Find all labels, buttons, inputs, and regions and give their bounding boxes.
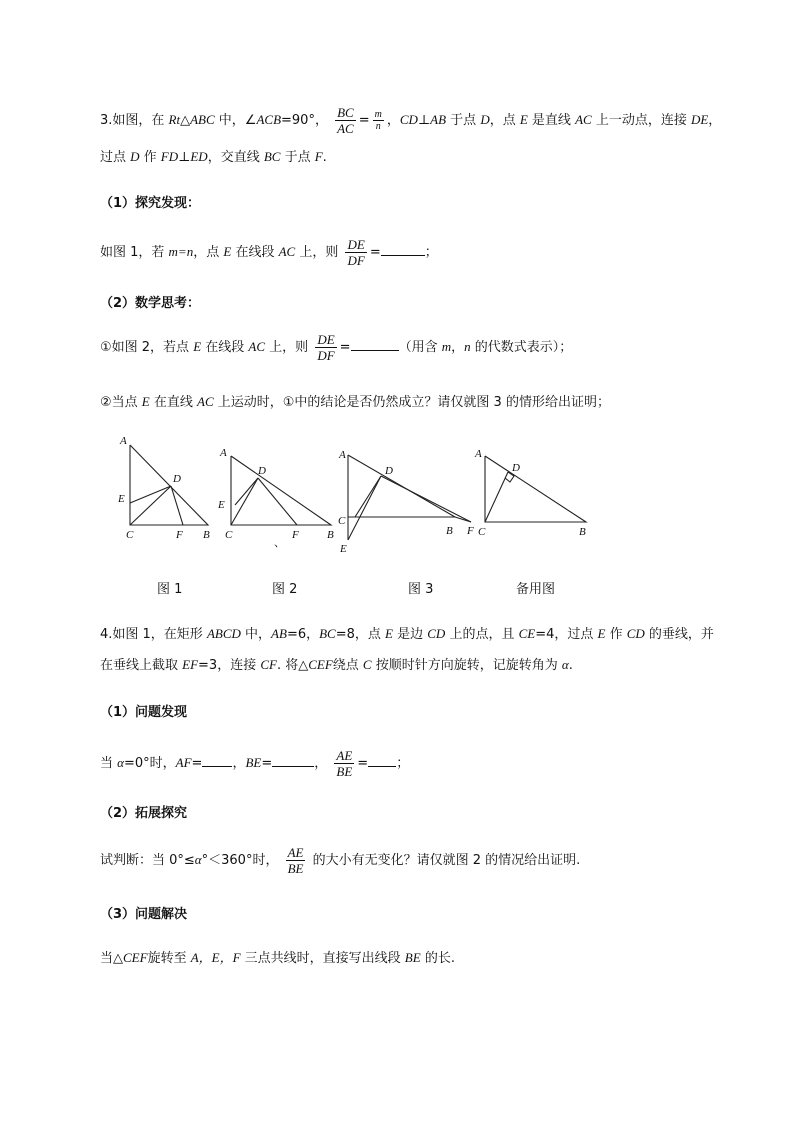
q4-text: BE (404, 950, 421, 965)
q4-text: =6， (286, 627, 320, 642)
q4-text: 的长. (420, 951, 455, 966)
q3-text: 在直线 (149, 395, 198, 410)
fig2-label-F: F (292, 529, 299, 541)
q3-text: E (141, 394, 150, 409)
fig4-label-D: D (512, 462, 520, 474)
q3-text: ； (424, 245, 438, 260)
caption-figure-2: 图 2 (272, 582, 298, 597)
q3-text: F (314, 149, 323, 164)
q3-part2-question2 (100, 391, 610, 410)
q3-text: 上，则 (265, 340, 313, 355)
numerator: BC (337, 105, 354, 120)
q4-part3-question (100, 947, 455, 966)
q4-statement-line2 (100, 654, 573, 673)
q3-text: （用含 (398, 340, 442, 355)
fig2-label-A: A (220, 447, 227, 459)
answer-blank-be[interactable] (272, 766, 314, 767)
q4-text: 作 (605, 627, 627, 642)
q3-part2-question1 (100, 332, 572, 363)
q4-text: =3，连接 (198, 658, 261, 673)
q4-text: BE (245, 755, 262, 770)
fraction-bc-over-ac (335, 105, 356, 136)
figure-2 (231, 456, 331, 525)
q4-text: 当 (100, 756, 118, 771)
q4-part1-heading: （1）问题发现 (100, 705, 188, 720)
q3-text: Rt△ABC (168, 112, 215, 127)
numerator: m (374, 109, 382, 120)
equals: = (339, 340, 351, 355)
equals: = (357, 756, 369, 771)
q4-text: BC (319, 626, 336, 641)
q3-text: . (322, 150, 327, 165)
q3-text: n (464, 339, 471, 354)
q4-text: 按顺时针方向旋转，记旋转角为 (371, 658, 562, 673)
fig3-label-A: A (339, 449, 346, 461)
denominator: n (375, 121, 381, 132)
fraction-de-over-df (315, 332, 336, 363)
geometry-figures (112, 436, 598, 556)
q3-text: 3.如图，在 (100, 113, 169, 128)
fig1-label-C: C (126, 529, 134, 541)
q4-text: ， (314, 756, 328, 771)
q4-part1-question (100, 748, 409, 779)
q3-text: 在线段 (201, 340, 249, 355)
q3-figures (112, 436, 598, 556)
q3-text: 上运动时，①中的结论是否仍然成立？请仅就图 3 的情形给出证明； (213, 395, 610, 410)
q3-text: 过点 (100, 150, 131, 165)
q4-text: = (191, 756, 203, 771)
q4-text: AF (175, 755, 192, 770)
q4-text: CD (626, 626, 645, 641)
fig2-label-B: B (327, 529, 334, 541)
q3-text: m (441, 339, 452, 354)
q3-text: 如图 1，若 (100, 245, 169, 260)
numerator: DE (317, 332, 335, 347)
fraction-ae-over-be (286, 845, 306, 876)
q4-text: α (117, 755, 124, 770)
q3-text: ， (386, 113, 400, 128)
q3-text: E (519, 112, 528, 127)
q3-text: D (480, 112, 490, 127)
q3-text: FD⊥ED (160, 149, 208, 164)
q3-text: =90°， (281, 113, 328, 128)
caption-figure-backup: 备用图 (516, 582, 556, 597)
fraction-ae-over-be (334, 748, 354, 779)
q4-text: 4.如图 1，在矩形 (100, 627, 207, 642)
answer-blank-ratio[interactable] (368, 766, 396, 767)
fig3-label-E: E (340, 543, 347, 555)
q3-text: 上一动点，连接 (591, 113, 691, 128)
denominator: AC (337, 121, 354, 136)
q3-text: 的代数式表示）； (470, 340, 573, 355)
fig1-label-D: D (173, 473, 181, 485)
q4-text: 当△ (100, 951, 123, 966)
fig3-label-C: C (338, 515, 346, 527)
q3-text: DE (690, 112, 709, 127)
q4-text: C (362, 657, 372, 672)
equals: = (358, 113, 370, 128)
q4-text: E (597, 626, 606, 641)
q3-text: AC (248, 339, 266, 354)
q3-text: 中，∠ (214, 113, 257, 128)
q4-text: CEF (308, 657, 333, 672)
q4-text: CEF (123, 950, 148, 965)
q4-text: CE (518, 626, 536, 641)
equals: = (369, 245, 381, 260)
denominator: BE (336, 764, 353, 779)
q4-text: EF (182, 657, 199, 672)
q4-text: α (194, 852, 202, 867)
q3-text: 在线段 (231, 245, 279, 260)
q4-text: 中， (240, 627, 272, 642)
q4-text: 旋转至 (147, 951, 191, 966)
q3-statement-line2 (100, 146, 327, 165)
fraction-de-over-df (345, 237, 366, 268)
q3-text: AC (575, 112, 592, 127)
q3-text: E (193, 339, 202, 354)
q3-text: 于点 (280, 150, 315, 165)
q3-text: ，点 (489, 113, 520, 128)
numerator: AE (287, 845, 304, 860)
fig1-label-A: A (120, 436, 127, 447)
answer-blank-af[interactable] (202, 766, 232, 767)
q3-text: ， (708, 113, 722, 128)
q4-text: 的垂线，并 (644, 627, 714, 642)
answer-blank[interactable] (351, 350, 399, 351)
fig2-stray-mark: 、 (274, 537, 285, 549)
q4-part2-heading: （2）拓展探究 (100, 806, 188, 821)
q4-text: °＜360°时， (201, 853, 279, 868)
q4-text: =8，点 (335, 627, 386, 642)
answer-blank[interactable] (381, 255, 425, 256)
q4-text: 上的点，且 (445, 627, 519, 642)
q3-text: 是直线 (527, 113, 576, 128)
q4-text: 是边 (392, 627, 428, 642)
q4-part3-heading: （3）问题解决 (100, 907, 188, 922)
q4-text: . 将△ (276, 658, 309, 673)
q4-text: 在垂线上截取 (100, 658, 183, 673)
q3-text: AC (278, 244, 296, 259)
q3-part2-heading: （2）数学思考： (100, 296, 201, 311)
q3-text: ACB (256, 112, 282, 127)
fig4-label-A: A (475, 448, 482, 460)
q3-text: ①如图 2，若点 (100, 340, 194, 355)
q4-part2-question (100, 845, 580, 876)
q4-text: 的大小有无变化？请仅就图 2 的情况给出证明. (308, 853, 581, 868)
q4-text: CD (427, 626, 446, 641)
q4-text: ABCD (206, 626, 241, 641)
denominator: DF (347, 253, 365, 268)
q3-text: BC (263, 149, 281, 164)
q3-text: ，交直线 (207, 150, 264, 165)
fig1-label-B: B (203, 529, 210, 541)
q4-text: ， (232, 756, 246, 771)
q4-text: A，E，F (190, 950, 241, 965)
numerator: AE (336, 748, 353, 763)
q4-text: . (568, 658, 573, 673)
q4-text: ； (396, 756, 410, 771)
q4-text: 三点共线时，直接写出线段 (240, 951, 405, 966)
q3-text: ， (451, 340, 465, 355)
numerator: DE (347, 237, 365, 252)
fig3-label-D: D (385, 465, 393, 477)
q3-statement-line1 (100, 105, 721, 136)
q3-text: 作 (139, 150, 161, 165)
q3-text: CD⊥AB (399, 112, 447, 127)
q3-text: AC (197, 394, 214, 409)
q4-text: =4，过点 (535, 627, 598, 642)
q4-text: 绕点 (332, 658, 363, 673)
q3-part1-question (100, 237, 438, 268)
q4-text: CF (260, 657, 277, 672)
denominator: DF (317, 348, 335, 363)
q4-statement-line1 (100, 623, 714, 642)
q3-text: ，点 (193, 245, 224, 260)
fig3-label-B: B (446, 525, 453, 537)
fig1-label-E: E (118, 493, 125, 505)
figure-1 (130, 445, 208, 525)
fig3-label-F: F (467, 525, 474, 537)
q3-text: 上，则 (295, 245, 343, 260)
figure-backup (485, 456, 586, 522)
q3-text: m=n (168, 244, 194, 259)
q4-text: E (385, 626, 393, 641)
fig4-label-C: C (478, 526, 486, 538)
q4-text: = (261, 756, 273, 771)
fig2-label-D: D (258, 465, 266, 477)
fig2-label-C: C (225, 529, 233, 541)
caption-figure-3: 图 3 (408, 582, 434, 597)
q4-text: α (561, 657, 569, 672)
q3-text: E (223, 244, 232, 259)
q3-text: ②当点 (100, 395, 142, 410)
q4-text: AB (271, 626, 287, 641)
q4-text: =0°时， (123, 756, 176, 771)
fraction-m-over-n (373, 109, 384, 132)
fig2-label-E: E (218, 499, 225, 511)
fig4-label-B: B (579, 526, 586, 538)
q3-text: 于点 (446, 113, 481, 128)
fig1-label-F: F (176, 529, 183, 541)
q4-text: 试判断：当 0°≤ (100, 853, 195, 868)
denominator: BE (287, 861, 304, 876)
q3-text: D (130, 149, 140, 164)
q3-part1-heading: （1）探究发现： (100, 196, 201, 211)
caption-figure-1: 图 1 (157, 582, 183, 597)
